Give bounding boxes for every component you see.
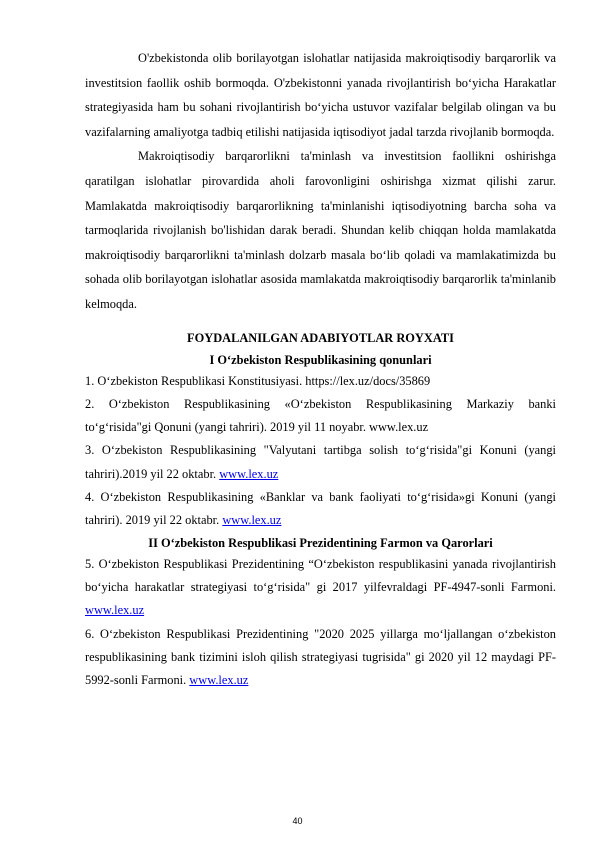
reference-item-3 [85,439,556,486]
references-title: FOYDALANILGAN ADABIYOTLAR ROYXATI [187,330,454,345]
page-number: 40 [292,816,303,826]
reference-item-4 [85,486,556,533]
references-list-1 [85,370,556,533]
reference-item-5-link[interactable]: www.lex.uz [85,603,145,618]
reference-item-5 [85,553,556,623]
reference-item-4-text: 4. O‘zbekiston Respublikasining «Banklar va bank faoliyati to‘g‘risida»gi Konuni (yangi tahriri). 2019 yil 22 oktabr. [85,490,556,528]
body-paragraph-2: Makroiqtisodiy barqarorlikni ta'minlash va investitsion faollikni oshirishga qaratilgan islohatlar pirovardida aholi farovonligini oshirishga xizmat qilishi zarur. Mamlakatda makroiqtisodiy barqarorlikning ta'minlanishi iqtisodiyotning barcha soha va tarmoqlarida rivojlanish bo'lishidan darak beradi. Shundan kelib chiqqan holda mamlakatda makroiqtisodiy barqarorlikni ta'minlash dolzarb masala bo‘lib qoladi va mamlakatimizda bu sohada olib borilayotgan islohatlar asosida mamlakatda makroiqtisodiy barqarorlik ta'minlanib kelmoqda. [85,149,556,311]
reference-item-6-link[interactable]: www.lex.uz [189,673,249,688]
references-section-1-title: I O‘zbekiston Respublikasining qonunlari [209,352,432,367]
reference-item-6 [85,623,556,693]
reference-item-2: 2. O‘zbekiston Respublikasining «O‘zbekiston Respublikasining Markaziy banki to‘g‘risida"gi Qonuni (yangi tahriri). 2019 yil 11 noyabr. www.lex.uz [85,396,556,435]
document-page [85,46,556,692]
reference-item-6-text: 6. O‘zbekiston Respublikasi Prezidentining "2020 2025 yillarga mo‘ljallangan o‘zbekiston respublikasining bank tizimini isloh qilish strategiyasi tugrisida" gi 2020 yil 12 maydagi PF-5992-sonli Farmoni. [85,626,556,688]
reference-item-4-link[interactable]: www.lex.uz [222,513,282,528]
reference-item-1: 1. O‘zbekiston Respublikasi Konstitusiyasi. https://lex.uz/docs/35869 [85,373,431,388]
references-list-2 [85,553,556,693]
body-paragraph-1: O'zbekistonda olib borilayotgan islohatlar natijasida makroiqtisodiy barqarorlik va investitsion faollik oshib bormoqda. O'zbekistonni yanada rivojlantirish bo‘yicha Harakatlar strategiyasida ham bu sohani rivojlantirish bo‘yicha ustuvor vazifalar belgilab olingan va bu vazifalarning amaliyotga tadbiq etilishi natijasida iqtisodiyot jadal tarzda rivojlanib bormoqda. [85,51,556,139]
reference-item-3-text: 3. O‘zbekiston Respublikasining "Valyutani tartibga solish to‘g‘risida"gi Konuni (yangi tahriri).2019 yil 22 oktabr. [85,443,556,481]
reference-item-5-text: 5. O‘zbekiston Respublikasi Prezidentining “O‘zbekiston respublikasini yanada rivojlantirish bo‘yicha harakatlar strategiyasi to‘g‘risida" gi 2017 yilfevraldagi PF-4947-sonli Farmoni. [85,556,556,594]
references-section-2-title: II O‘zbekiston Respublikasi Prezidentining Farmon va Qarorlari [148,535,493,550]
reference-item-3-link[interactable]: www.lex.uz [219,466,279,481]
